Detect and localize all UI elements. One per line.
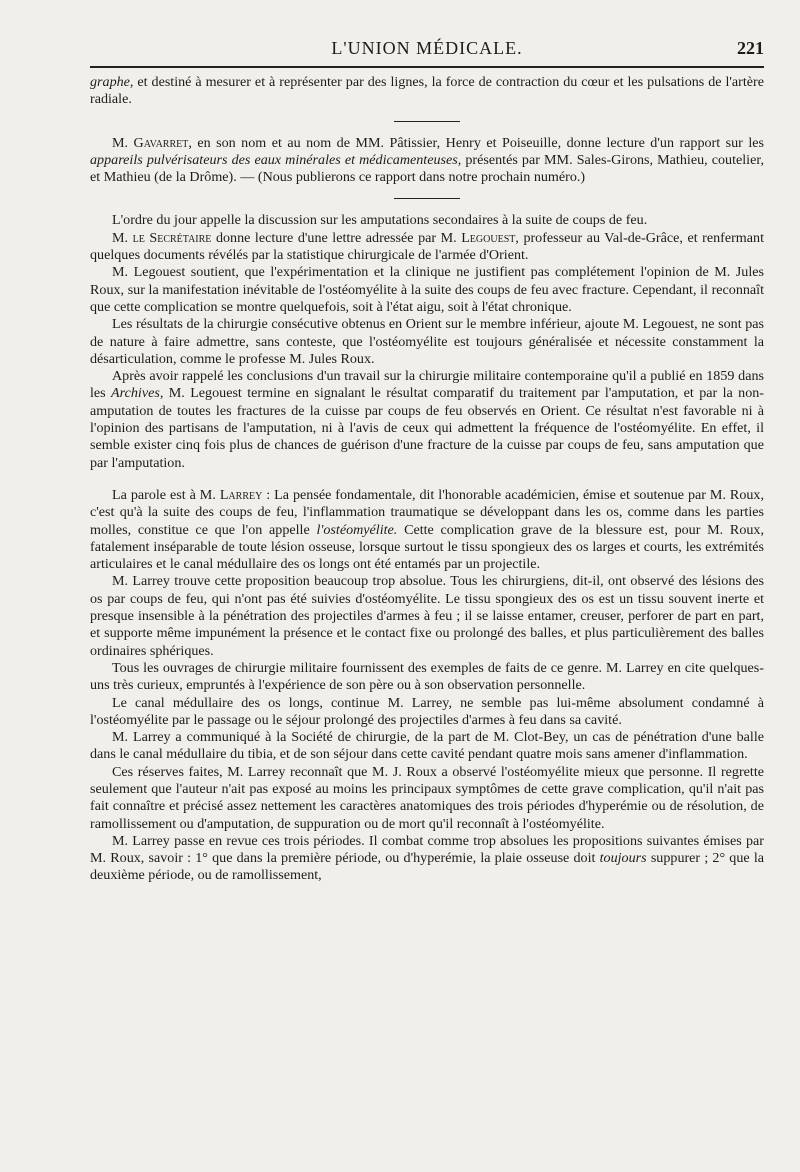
person-name: Larrey <box>219 486 263 503</box>
paragraph: Tous les ouvrages de chirurgie militaire fournissent des exemples de faits de ce genre. M. Larrey en cite quelques-uns très curieux, empruntés à l'expérience de son père ou à son observation personnelle. <box>90 659 764 694</box>
italic-term: Archives, <box>111 385 164 402</box>
paragraph: Ces réserves faites, M. Larrey reconnaît que M. J. Roux a observé l'ostéomyélite mieux que personne. Il regrette seulement que l'auteur n'ait pas exposé au moins les principaux symptômes de cette grave complication, qu'il n'ait pas fait connaître et précisé assez nettement les caractères anatomiques des trois périodes d'hyperémie ou de résolution, de ramollissement ou d'amputation, de suppuration ou de mort qu'il reconnaît à l'ostéomyélite. <box>90 763 764 832</box>
page-number: 221 <box>737 38 764 58</box>
person-name: le Secrétaire <box>132 229 212 246</box>
paragraph: Après avoir rappelé les conclusions d'un travail sur la chirurgie militaire contemporaine qu'il a publié en 1859 dans les Archives, M. Legouest termine en signalant le résultat comparatif du traitement par l'amputation, et par la non-amputation de toutes les fractures de la cuisse par coups de feu observés en Orient. Ce résultat n'est favorable ni à l'opinion des partisans de l'amputation, ni à l'avis de ceux qui admettent la fréquence de l'ostéomyélite. En effet, il semble exister cinq fois plus de chances de guérison d'une fracture de la cuisse par coups de feu, sans amputation que par l'amputation. <box>90 368 764 471</box>
paragraph: Les résultats de la chirurgie consécutive obtenus en Orient sur le membre inférieur, ajoute M. Legouest, ne sont pas de nature à faire admettre, sans conteste, que l'ostéomyélite est toujours généralisée et nécessite constamment la désarticulation, comme le professe M. Jules Roux. <box>90 316 764 367</box>
italic-term: graphe, <box>90 74 134 90</box>
italic-term: toujours <box>599 850 647 867</box>
person-name: Gavarret <box>133 134 189 151</box>
journal-title: L'UNION MÉDICALE. <box>331 38 523 58</box>
paragraph: La parole est à M. Larrey : La pensée fondamentale, dit l'honorable académicien, émise et soutenue par M. Roux, c'est qu'à la suite des coups de feu, l'inflammation traumatique se développant dans les os, comme dans les parties molles, constitue ce que l'on appelle l'ostéomyélite. Cette complication grave de la blessure est, pour M. Roux, fatalement inséparable de toute lésion osseuse, lorsque surtout le tissu spongieux des os larges et courts, les extrémités articulaires et le canal médullaire des os longs ont été entamés par un projectile. <box>90 486 764 573</box>
paragraph: M. Larrey trouve cette proposition beaucoup trop absolue. Tous les chirurgiens, dit-il, ont observé des lésions des os par coups de feu, qui n'ont pas été suivies d'ostéomyélite. Le tissu spongieux des os est un tissu souvent inerte et presque insensible à la pénétration des projectiles d'armes à feu ; il se laisse entamer, creuser, perforer de part en part, et supporte même impunément la présence et le contact fixe ou prolongé des balles, et plus particulièrement des balles ordinaires sphériques. <box>90 573 764 659</box>
italic-term: l'ostéomyélite. <box>316 521 398 538</box>
paragraph: M. le Secrétaire donne lecture d'une lettre adressée par M. Legouest, professeur au Val-de-Grâce, et renfermant quelques documents révélés par la statistique chirurgicale de l'armée d'Orient. <box>90 229 764 264</box>
section-separator <box>394 121 460 122</box>
section-separator <box>394 198 460 199</box>
paragraph: M. Gavarret, en son nom et au nom de MM. Pâtissier, Henry et Poiseuille, donne lecture d'un rapport sur les appareils pulvérisateurs des eaux minérales et médicamenteuses, présentés par MM. Sales-Girons, Mathieu, coutelier, et Mathieu (de la Drôme). — (Nous publierons ce rapport dans notre prochain numéro.) <box>90 134 765 186</box>
article-body <box>90 74 764 885</box>
paragraph: Le canal médullaire des os longs, continue M. Larrey, ne semble pas lui-même absolument condamné à l'ostéomyélite par le passage ou le séjour prolongé des projectiles d'armes à feu dans sa cavité. <box>90 694 764 728</box>
paragraph: L'ordre du jour appelle la discussion sur les amputations secondaires à la suite de coups de feu. <box>112 212 648 229</box>
paragraph: graphe, et destiné à mesurer et à représenter par des lignes, la force de contraction du cœur et les pulsations de l'artère radiale. <box>90 74 764 108</box>
paragraph: M. Legouest soutient, que l'expérimentation et la clinique ne justifient pas complétement l'opinion de M. Jules Roux, sur la manifestation inévitable de l'ostéomyélite à la suite des coups de feu avec fracture. Cependant, il reconnaît que cette complication se montre quelquefois, soit à l'état aigu, soit à l'état chronique. <box>90 264 764 315</box>
italic-term: appareils pulvérisateurs des eaux minérales et médicamenteuses, <box>90 151 462 168</box>
person-name: Legouest <box>461 229 516 246</box>
paragraph: M. Larrey a communiqué à la Société de chirurgie, de la part de M. Clot-Bey, un cas de pénétration d'une balle dans le canal médullaire du tibia, et de son séjour dans cette cavité pendant quatre mois sans amener d'inflammation. <box>90 729 764 763</box>
paragraph: M. Larrey passe en revue ces trois périodes. Il combat comme trop absolues les propositions suivantes émises par M. Roux, savoir : 1° que dans la première période, ou d'hyperémie, la plaie osseuse doit toujours suppurer ; 2° que la deuxième période, ou de ramollissement, <box>90 832 764 884</box>
running-header <box>90 36 764 68</box>
